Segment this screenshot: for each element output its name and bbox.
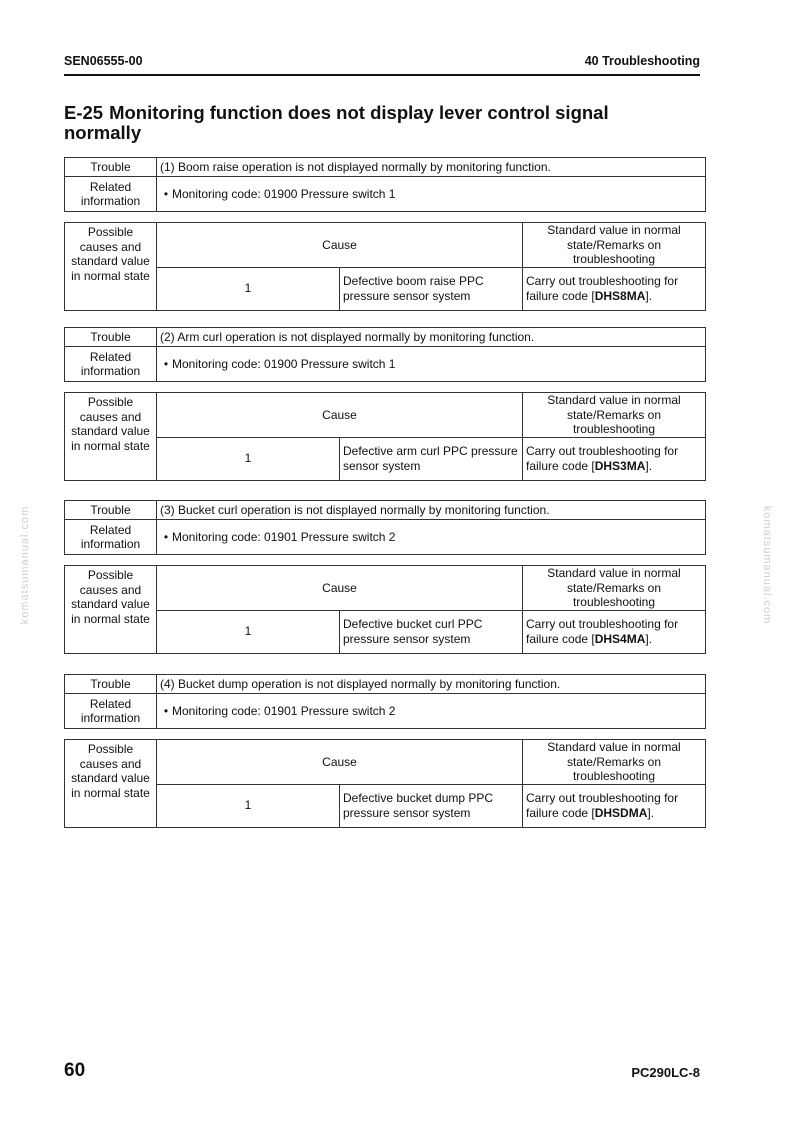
remark-prefix: Carry out troubleshooting for failure code [ xyxy=(526,274,679,303)
trouble-label: Trouble xyxy=(65,675,157,694)
related-value: Monitoring code: 01900 Pressure switch 1 xyxy=(172,356,396,371)
remark-text xyxy=(523,437,706,480)
trouble-table xyxy=(64,674,706,729)
trouble-table xyxy=(64,327,706,382)
header-section: 40 Troubleshooting xyxy=(584,54,700,68)
cause-header: Cause xyxy=(157,223,523,268)
standard-header: Standard value in normal state/Remarks on troubleshooting xyxy=(523,740,706,785)
cause-number: 1 xyxy=(157,610,340,653)
cause-header: Cause xyxy=(157,740,523,785)
trouble-text: (2) Arm curl operation is not displayed normally by monitoring function. xyxy=(157,328,706,347)
related-label: Related information xyxy=(65,347,157,382)
possible-causes-label: Possible causes and standard value in normal state xyxy=(65,740,157,828)
related-label: Related information xyxy=(65,177,157,212)
bullet: • xyxy=(163,356,169,371)
cause-text: Defective bucket curl PPC pressure sensor system xyxy=(340,610,523,653)
cause-table xyxy=(64,392,706,481)
cause-table xyxy=(64,222,706,311)
bullet: • xyxy=(163,529,169,544)
title-code: E-25 xyxy=(64,102,104,123)
failure-code: DHSDMA xyxy=(594,805,648,820)
failure-code: DHS8MA xyxy=(594,288,646,303)
remark-prefix: Carry out troubleshooting for failure code [ xyxy=(526,444,679,473)
header-rule xyxy=(64,74,700,76)
cause-table xyxy=(64,739,706,828)
watermark-right: komatsumanual.com xyxy=(761,505,773,625)
related-value: Monitoring code: 01901 Pressure switch 2 xyxy=(172,703,396,718)
standard-header: Standard value in normal state/Remarks on troubleshooting xyxy=(523,393,706,438)
trouble-text: (4) Bucket dump operation is not displayed normally by monitoring function. xyxy=(157,675,706,694)
related-text xyxy=(157,694,706,729)
case-block-1 xyxy=(64,157,706,311)
cause-header: Cause xyxy=(157,566,523,611)
related-value: Monitoring code: 01901 Pressure switch 2 xyxy=(172,529,396,544)
remark-suffix: ]. xyxy=(645,288,653,303)
related-value: Monitoring code: 01900 Pressure switch 1 xyxy=(172,186,396,201)
bullet: • xyxy=(163,186,169,201)
case-block-4 xyxy=(64,674,706,828)
trouble-text: (1) Boom raise operation is not displayed normally by monitoring function. xyxy=(157,158,706,177)
cause-number: 1 xyxy=(157,437,340,480)
cause-number: 1 xyxy=(157,784,340,827)
watermark-left: komatsumanual.com xyxy=(19,505,31,625)
related-text xyxy=(157,520,706,555)
remark-suffix: ]. xyxy=(645,631,653,646)
cause-number: 1 xyxy=(157,267,340,310)
remark-suffix: ]. xyxy=(645,458,653,473)
failure-code: DHS4MA xyxy=(594,631,646,646)
trouble-label: Trouble xyxy=(65,158,157,177)
trouble-label: Trouble xyxy=(65,501,157,520)
related-text xyxy=(157,177,706,212)
remark-prefix: Carry out troubleshooting for failure code [ xyxy=(526,617,679,646)
related-label: Related information xyxy=(65,694,157,729)
possible-causes-label: Possible causes and standard value in normal state xyxy=(65,223,157,311)
page-number: 60 xyxy=(64,1060,86,1081)
related-text xyxy=(157,347,706,382)
standard-header: Standard value in normal state/Remarks on troubleshooting xyxy=(523,223,706,268)
cause-text: Defective boom raise PPC pressure sensor system xyxy=(340,267,523,310)
title-text: Monitoring function does not display lever control signal normally xyxy=(64,102,609,143)
trouble-text: (3) Bucket curl operation is not displayed normally by monitoring function. xyxy=(157,501,706,520)
cause-table xyxy=(64,565,706,654)
failure-code: DHS3MA xyxy=(594,458,646,473)
cause-header: Cause xyxy=(157,393,523,438)
standard-header: Standard value in normal state/Remarks on troubleshooting xyxy=(523,566,706,611)
bullet: • xyxy=(163,703,169,718)
page-title xyxy=(64,103,684,143)
header-doc-id: SEN06555-00 xyxy=(64,54,143,68)
remark-suffix: ]. xyxy=(647,805,655,820)
remark-text xyxy=(523,610,706,653)
cause-text: Defective arm curl PPC pressure sensor system xyxy=(340,437,523,480)
remark-prefix: Carry out troubleshooting for failure code [ xyxy=(526,791,679,820)
case-block-2 xyxy=(64,327,706,481)
related-label: Related information xyxy=(65,520,157,555)
trouble-label: Trouble xyxy=(65,328,157,347)
remark-text xyxy=(523,267,706,310)
case-block-3 xyxy=(64,500,706,654)
trouble-table xyxy=(64,500,706,555)
trouble-table xyxy=(64,157,706,212)
cause-text: Defective bucket dump PPC pressure sensor system xyxy=(340,784,523,827)
model-name: PC290LC-8 xyxy=(631,1065,700,1080)
possible-causes-label: Possible causes and standard value in normal state xyxy=(65,393,157,481)
possible-causes-label: Possible causes and standard value in normal state xyxy=(65,566,157,654)
remark-text xyxy=(523,784,706,827)
